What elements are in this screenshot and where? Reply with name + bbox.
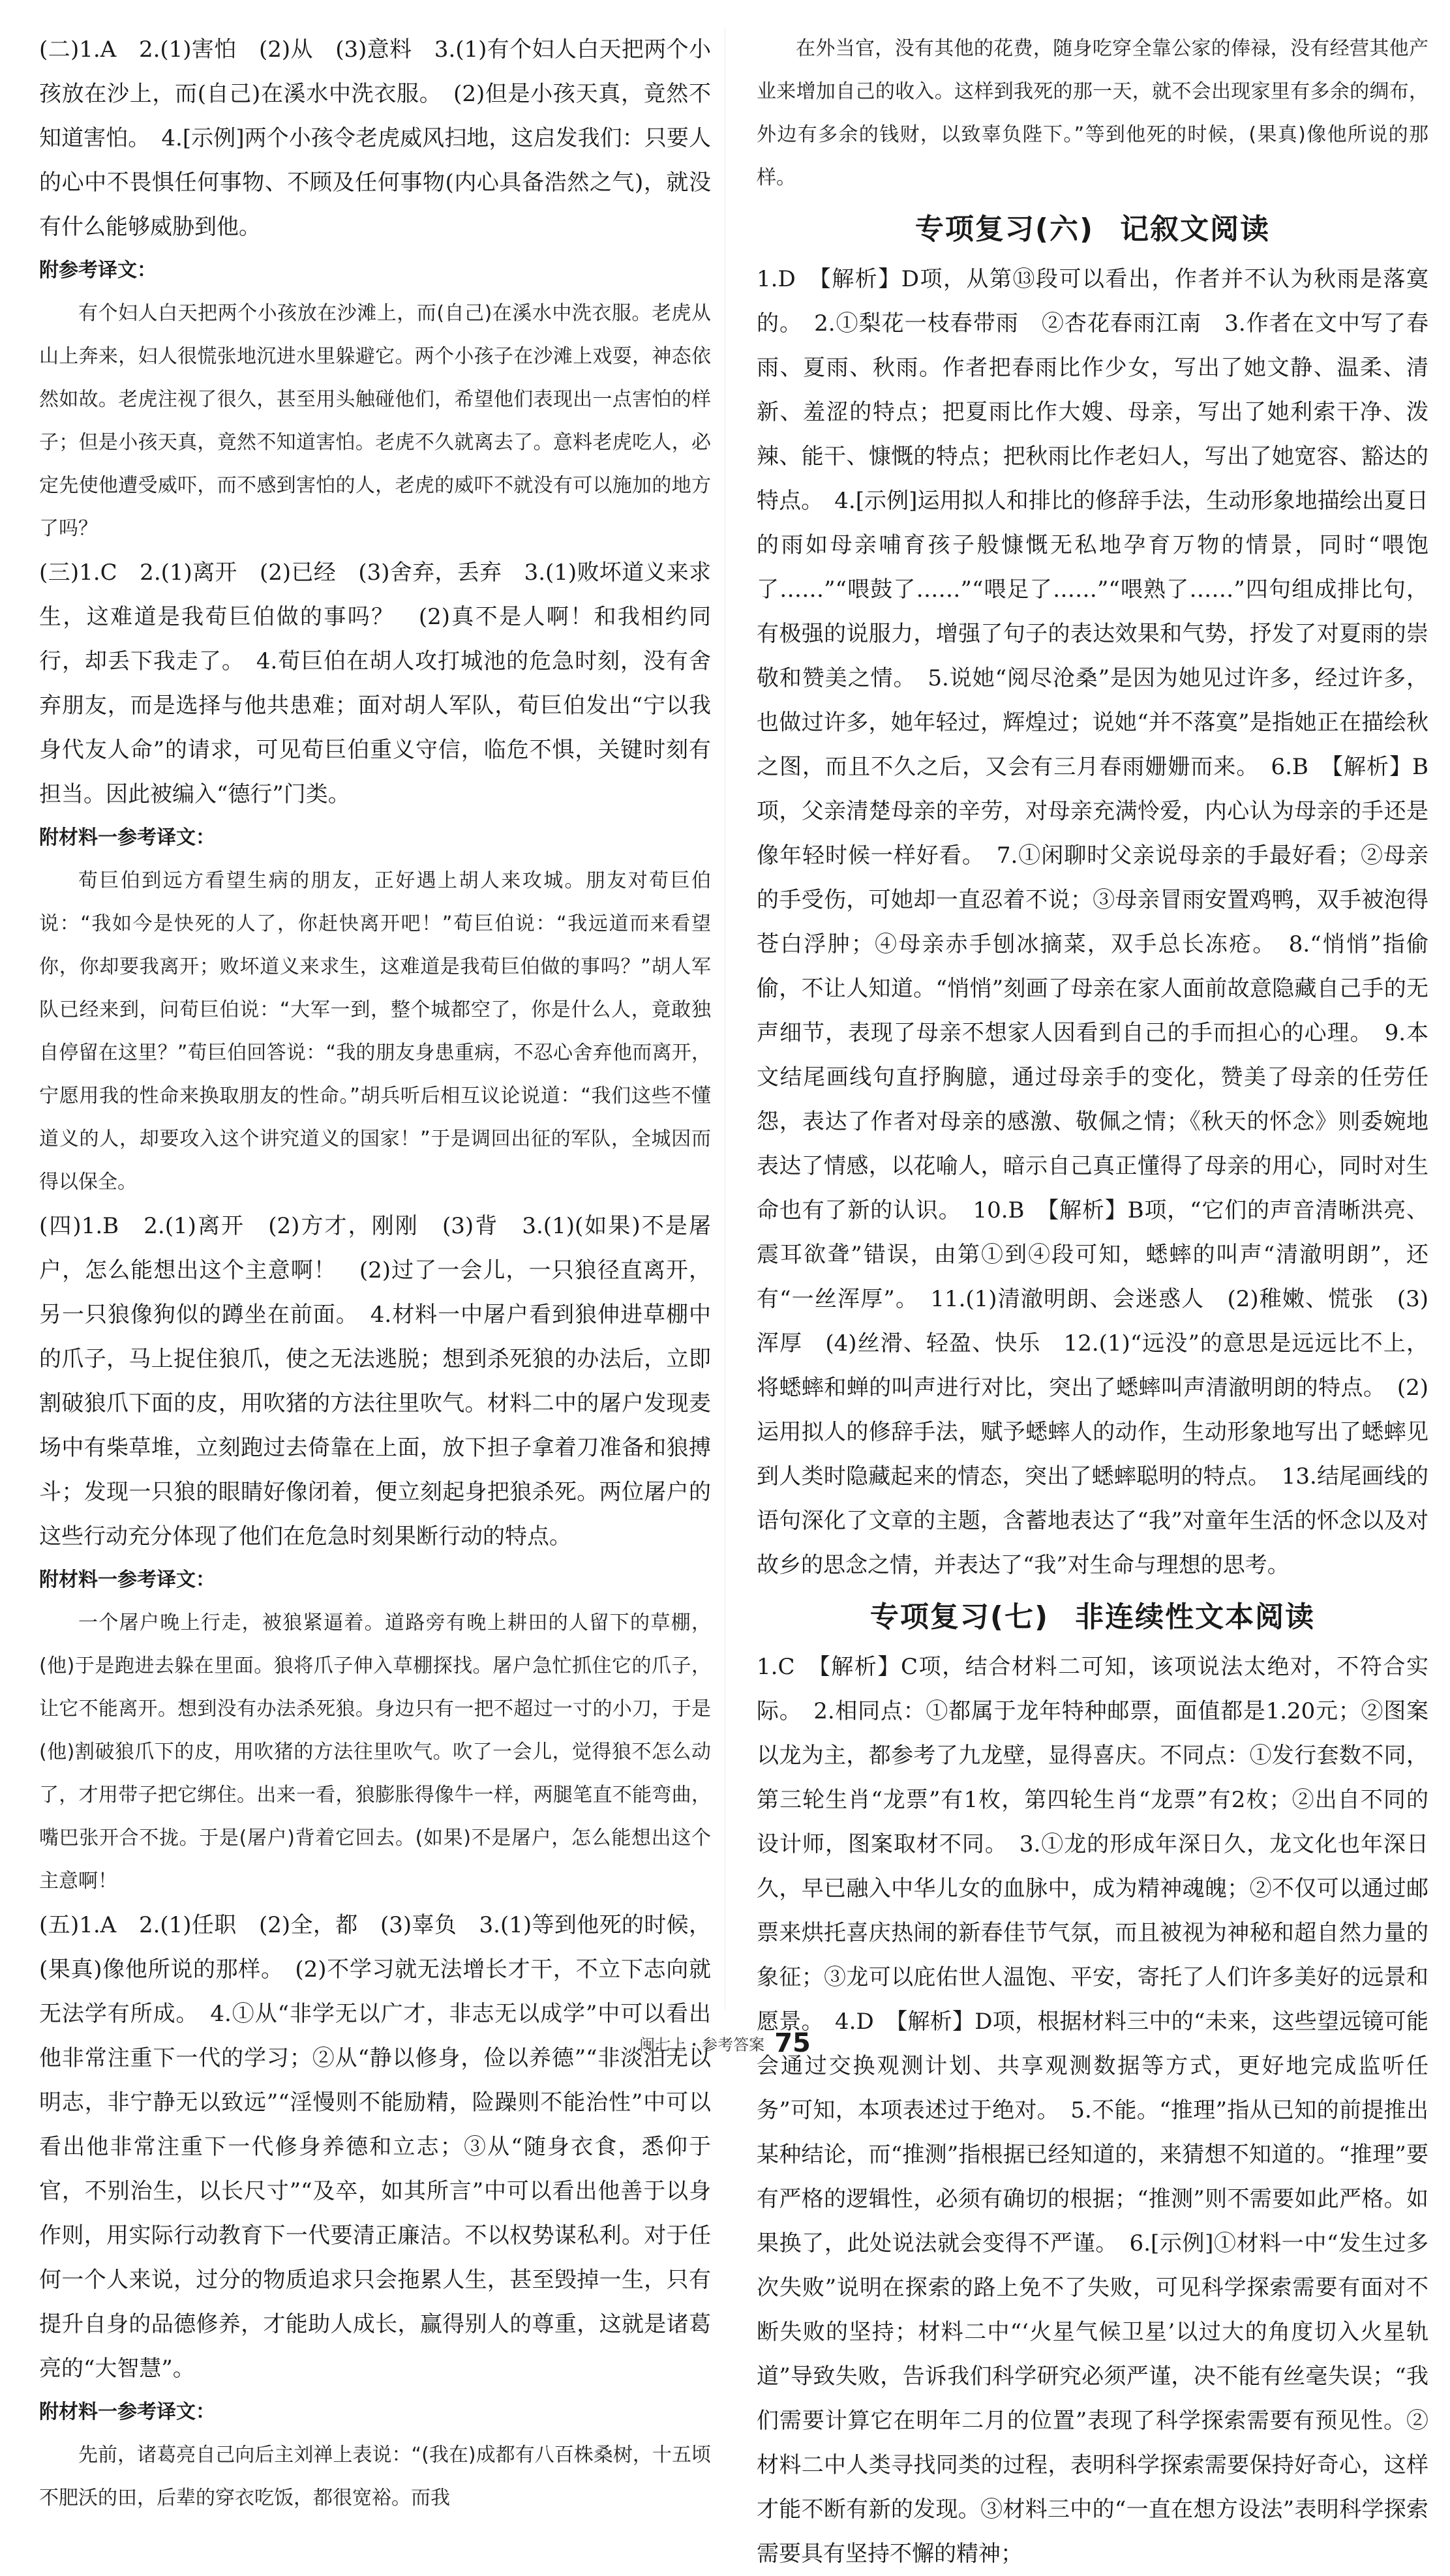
section-7-answers: 1.C 【解析】C项，结合材料二可知，该项说法太绝对，不符合实际。 2.相同点：①都属于龙年特种邮票，面值都是1.20元；②图案以龙为主，都参考了九龙壁，显得喜庆。不同点：①发行套数不同，第三轮生肖“龙票”有1枚，第四轮生肖“龙票”有2枚；②出自不同的设计师，图案取材不同。 3.①龙的形成年深日久，龙文化也年深日久，早已融入中华儿女的血脉中，成为精神魂魄；②不仅可以通过邮票来烘托喜庆热闹的新春佳节气氛，而且被视为神秘和超自然力量的象征；③龙可以庇佑世人温饱、平安，寄托了人们许多美好的远景和愿景。 4.D 【解析】D项，根据材料三中的“未来，这些望远镜可能会通过交换观测计划、共享观测数据等方式，更好地完成监听任务”可知，本项表述过于绝对。 5.不能。“推理”指从已知的前提推出某种结论，而“推测”指根据已经知道的，来猜想不知道的。“推理”要有严格的逻辑性，必须有确切的根据；“推测”则不需要如此严格。如果换了，此处说法就会变得不严谨。 6.[示例]①材料一中“发生过多次失败”说明在探索的路上免不了失败，可见科学探索需要有面对不断失败的坚持；材料二中“‘火星气候卫星’以过大的角度切入火星轨道”导致失败，告诉我们科学研究必须严谨，决不能有丝毫失误；“我们需要计算它在明年二月的位置”表现了科学探索需要有预见性。②材料二中人类寻找同类的过程，表明科学探索需要保持好奇心，这样才能不断有新的发现。③材料三中的“一直在想方设法”表明科学探索需要具有坚持不懈的精神； xyxy=(757,1654,1428,2567)
footer-label: 闽七上・参考答案 xyxy=(639,2035,765,2054)
section-6-answers: 1.D 【解析】D项，从第⑬段可以看出，作者并不认为秋雨是落寞的。 2.①梨花一枝春带雨 ②杏花春雨江南 3.作者在文中写了春雨、夏雨、秋雨。作者把春雨比作少女，写出了她文静、温柔、清新、羞涩的特点；把夏雨比作大嫂、母亲，写出了她利索干净、泼辣、能干、慷慨的特点；把秋雨比作老妇人，写出了她宽容、豁达的特点。 4.[示例]运用拟人和排比的修辞手法，生动形象地描绘出夏日的雨如母亲哺育孩子般慷慨无私地孕育万物的情景，同时“喂饱了……”“喂鼓了……”“喂足了……”“喂熟了……”四句组成排比句，有极强的说服力，增强了句子的表达效果和气势，抒发了对夏雨的崇敬和赞美之情。 5.说她“阅尽沧桑”是因为她见过许多，经过许多，也做过许多，她年轻过，辉煌过；说她“并不落寞”是指她正在描绘秋之图，而且不久之后，又会有三月春雨姗姗而来。 6.B 【解析】B项，父亲清楚母亲的辛劳，对母亲充满怜爱，内心认为母亲的手还是像年轻时候一样好看。 7.①闲聊时父亲说母亲的手最好看；②母亲的手受伤，可她却一直忍着不说；③母亲冒雨安置鸡鸭，双手被泡得苍白浮肿；④母亲赤手刨冰摘菜，双手总长冻疮。 8.“悄悄”指偷偷，不让人知道。“悄悄”刻画了母亲在家人面前故意隐藏自己手的无声细节，表现了母亲不想家人因看到自己的手而担心的心理。 9.本文结尾画线句直抒胸臆，通过母亲手的变化，赞美了母亲的任劳任怨，表达了作者对母亲的感激、敬佩之情；《秋天的怀念》则委婉地表达了情感，以花喻人，暗示自己真正懂得了母亲的用心，同时对生命也有了新的认识。 10.B 【解析】B项，“它们的声音清晰洪亮、震耳欲聋”错误，由第①到④段可知，蟋蟀的叫声“清澈明朗”，还有“一丝浑厚”。 11.(1)清澈明朗、会迷惑人 (2)稚嫩、慌张 (3)浑厚 (4)丝滑、轻盈、快乐 12.(1)“远没”的意思是远远比不上，将蟋蟀和蝉的叫声进行对比，突出了蟋蟀叫声清澈明朗的特点。 (2)运用拟人的修辞手法，赋予蟋蟀人的动作，生动形象地写出了蟋蟀见到人类时隐藏起来的情态，突出了蟋蟀聪明的特点。 13.结尾画线的语句深化了文章的主题，含蓄地表达了“我”对童年生活的怀念以及对故乡的思念之情，并表达了“我”对生命与理想的思考。 xyxy=(757,266,1428,1578)
answer-block-3: (三)1.C 2.(1)离开 (2)已经 (3)舍弃，丢弃 3.(1)败坏道义来求生，这难道是我荀巨伯做的事吗？ (2)真不是人啊！和我相约同行，却丢下我走了。 4.荀巨伯在胡人攻打城池的危急时刻，没有舍弃朋友，而是选择与他共患难；面对胡人军队，荀巨伯发出“宁以我身代友人命”的请求，可见荀巨伯重义守信，临危不惧，关键时刻有担当。因此被编入“德行”门类。 xyxy=(39,560,711,807)
section-title: 专项复习(六) xyxy=(914,213,1095,246)
right-column xyxy=(757,27,1428,2576)
section-subtitle: 记叙文阅读 xyxy=(1120,213,1271,246)
reference-translation-title: 附参考译文： xyxy=(39,259,157,282)
section-heading-7 xyxy=(757,1591,1428,1643)
answer-block-2: (二)1.A 2.(1)害怕 (2)从 (3)意料 3.(1)有个妇人白天把两个小孩放在沙上，而(自己)在溪水中洗衣服。 (2)但是小孩天真，竟然不知道害怕。 4.[示例]两个小孩令老虎威风扫地，这启发我们：只要人的心中不畏惧任何事物、不顾及任何事物(内心具备浩然之气)，就没有什么能够威胁到他。 xyxy=(39,37,711,240)
reference-translation-title: 附材料一参考译文： xyxy=(39,2401,215,2423)
reference-translation-text: 一个屠户晚上行走，被狼紧逼着。道路旁有晚上耕田的人留下的草棚，(他)于是跑进去躲在里面。狼将爪子伸入草棚探找。屠户急忙抓住它的爪子，让它不能离开。想到没有办法杀死狼。身边只有一把不超过一寸的小刀，于是(他)割破狼爪下的皮，用吹猪的方法往里吹气。吹了一会儿，觉得狼不怎么动了，才用带子把它绑住。出来一看，狼膨胀得像牛一样，两腿笔直不能弯曲，嘴巴张开合不拢。于是(屠户)背着它回去。(如果)不是屠户，怎么能想出这个主意啊！ xyxy=(39,1611,711,1893)
reference-translation-text: 有个妇人白天把两个小孩放在沙滩上，而(自己)在溪水中洗衣服。老虎从山上奔来，妇人很慌张地沉进水里躲避它。两个小孩子在沙滩上戏耍，神态依然如故。老虎注视了很久，甚至用头触碰他们，希望他们表现出一点害怕的样子；但是小孩天真，竟然不知道害怕。老虎不久就离去了。意料老虎吃人，必定先使他遭受威吓，而不感到害怕的人，老虎的威吓不就没有可以施加的地方了吗？ xyxy=(39,302,711,540)
page-footer xyxy=(0,2028,1450,2058)
reference-translation-continuation: 在外当官，没有其他的花费，随身吃穿全靠公家的俸禄，没有经营其他产业来增加自己的收入。这样到我死的那一天，就不会出现家里有多余的绸布，外边有多余的钱财，以致辜负陛下。”等到他死的时候，(果真)像他所说的那样。 xyxy=(757,37,1428,189)
page-number: 75 xyxy=(774,2028,811,2058)
answer-block-5: (五)1.A 2.(1)任职 (2)全，都 (3)辜负 3.(1)等到他死的时候，(果真)像他所说的那样。 (2)不学习就无法增长才干，不立下志向就无法学有所成。 4.①从“非学无以广才，非志无以成学”中可以看出他非常注重下一代的学习；②从“静以修身，俭以养德”“非淡泊无以明志，非宁静无以致远”“淫慢则不能励精，险躁则不能治性”中可以看出他非常注重下一代修身养德和立志；③从“随身衣食，悉仰于官，不别治生，以长尺寸”“及卒，如其所言”中可以看出他善于以身作则，用实际行动教育下一代要清正廉洁。不以权势谋私利。对于任何一个人来说，过分的物质追求只会拖累人生，甚至毁掉一生，只有提升自身的品德修养，才能助人成长，赢得别人的尊重，这就是诸葛亮的“大智慧”。 xyxy=(39,1912,711,2382)
section-heading-6 xyxy=(757,203,1428,256)
reference-translation-title: 附材料一参考译文： xyxy=(39,1568,215,1591)
section-subtitle: 非连续性文本阅读 xyxy=(1075,1600,1316,1634)
answer-block-4: (四)1.B 2.(1)离开 (2)方才，刚刚 (3)背 3.(1)(如果)不是屠户，怎么能想出这个主意啊！ (2)过了一会儿，一只狼径直离开，另一只狼像狗似的蹲坐在前面。 4.材料一中屠户看到狼伸进草棚中的爪子，马上捉住狼爪，使之无法逃脱；想到杀死狼的办法后，立即割破狼爪下面的皮，用吹猪的方法往里吹气。材料二中的屠户发现麦场中有柴草堆，立刻跑过去倚靠在上面，放下担子拿着刀准备和狼搏斗；发现一只狼的眼睛好像闭着，便立刻起身把狼杀死。两位屠户的这些行动充分体现了他们在危急时刻果断行动的特点。 xyxy=(39,1213,711,1550)
left-column xyxy=(39,27,711,2520)
section-title: 专项复习(七) xyxy=(869,1600,1050,1634)
reference-translation-title: 附材料一参考译文： xyxy=(39,826,215,849)
reference-translation-text: 荀巨伯到远方看望生病的朋友，正好遇上胡人来攻城。朋友对荀巨伯说：“我如今是快死的人了，你赶快离开吧！”荀巨伯说：“我远道而来看望你，你却要我离开；败坏道义来求生，这难道是我荀巨伯做的事吗？”胡人军队已经来到，问荀巨伯说：“大军一到，整个城都空了，你是什么人，竟敢独自停留在这里？”荀巨伯回答说：“我的朋友身患重病，不忍心舍弃他而离开，宁愿用我的性命来换取朋友的性命。”胡兵听后相互议论说道：“我们这些不懂道义的人，却要攻入这个讲究道义的国家！”于是调回出征的军队，全城因而得以保全。 xyxy=(39,869,711,1193)
reference-translation-text: 先前，诸葛亮自己向后主刘禅上表说：“(我在)成都有八百株桑树，十五顷不肥沃的田，后辈的穿衣吃饭，都很宽裕。而我 xyxy=(39,2444,711,2509)
